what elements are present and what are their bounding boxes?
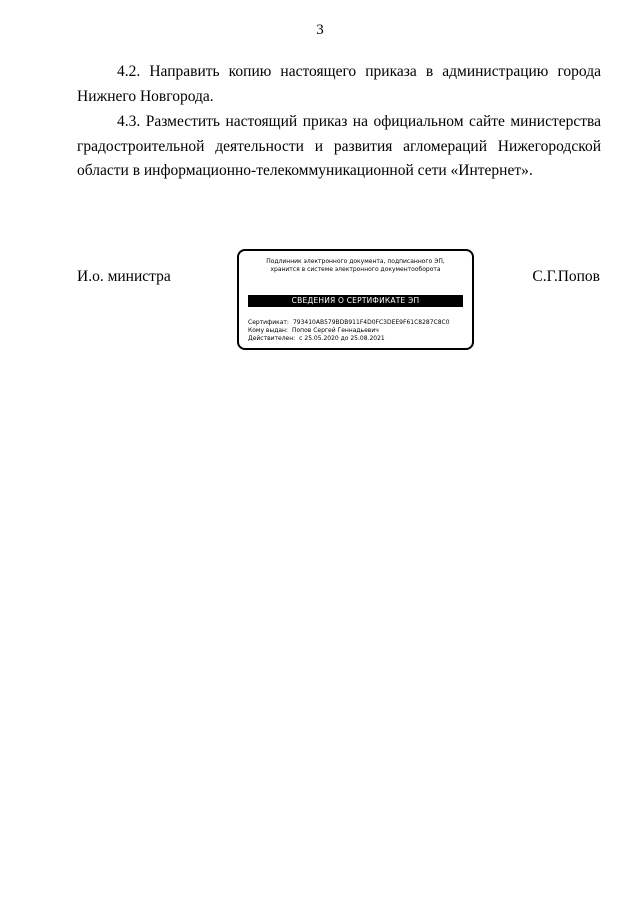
signer-title: И.о. министра <box>77 268 171 285</box>
page-number: 3 <box>316 22 324 38</box>
valid-value: с 25.05.2020 до 25.08.2021 <box>299 335 385 342</box>
stamp-details <box>248 319 450 343</box>
electronic-signature-stamp <box>237 249 474 350</box>
stamp-note <box>239 258 472 274</box>
valid-label: Действителен: <box>248 335 296 342</box>
issued-to-value: Попов Сергей Геннадьевич <box>291 327 379 334</box>
issued-to-row <box>248 327 450 335</box>
stamp-note-line-2: хранится в системе электронного документооборота <box>270 266 441 273</box>
stamp-header: СВЕДЕНИЯ О СЕРТИФИКАТЕ ЭП <box>248 295 463 307</box>
certificate-row <box>248 319 450 327</box>
stamp-note-line-1: Подлинник электронного документа, подписанного ЭП, <box>266 258 445 265</box>
signer-name: С.Г.Попов <box>532 268 600 285</box>
paragraph-4-3: 4.3. Разместить настоящий приказ на официальном сайте министерства градостроительной деятельности и развития агломераций Нижегородской области в информационно-телекоммуникационной сети «Интернет». <box>77 113 601 179</box>
issued-to-label: Кому выдан: <box>248 327 288 334</box>
certificate-value: 793410AB579BDB911F4D0FC3DEE9F61C8287C8C0 <box>292 319 450 326</box>
certificate-label: Сертификат: <box>248 319 289 326</box>
paragraph-4-2: 4.2. Направить копию настоящего приказа в администрацию города Нижнего Новгорода. <box>77 63 601 105</box>
valid-row <box>248 335 450 343</box>
